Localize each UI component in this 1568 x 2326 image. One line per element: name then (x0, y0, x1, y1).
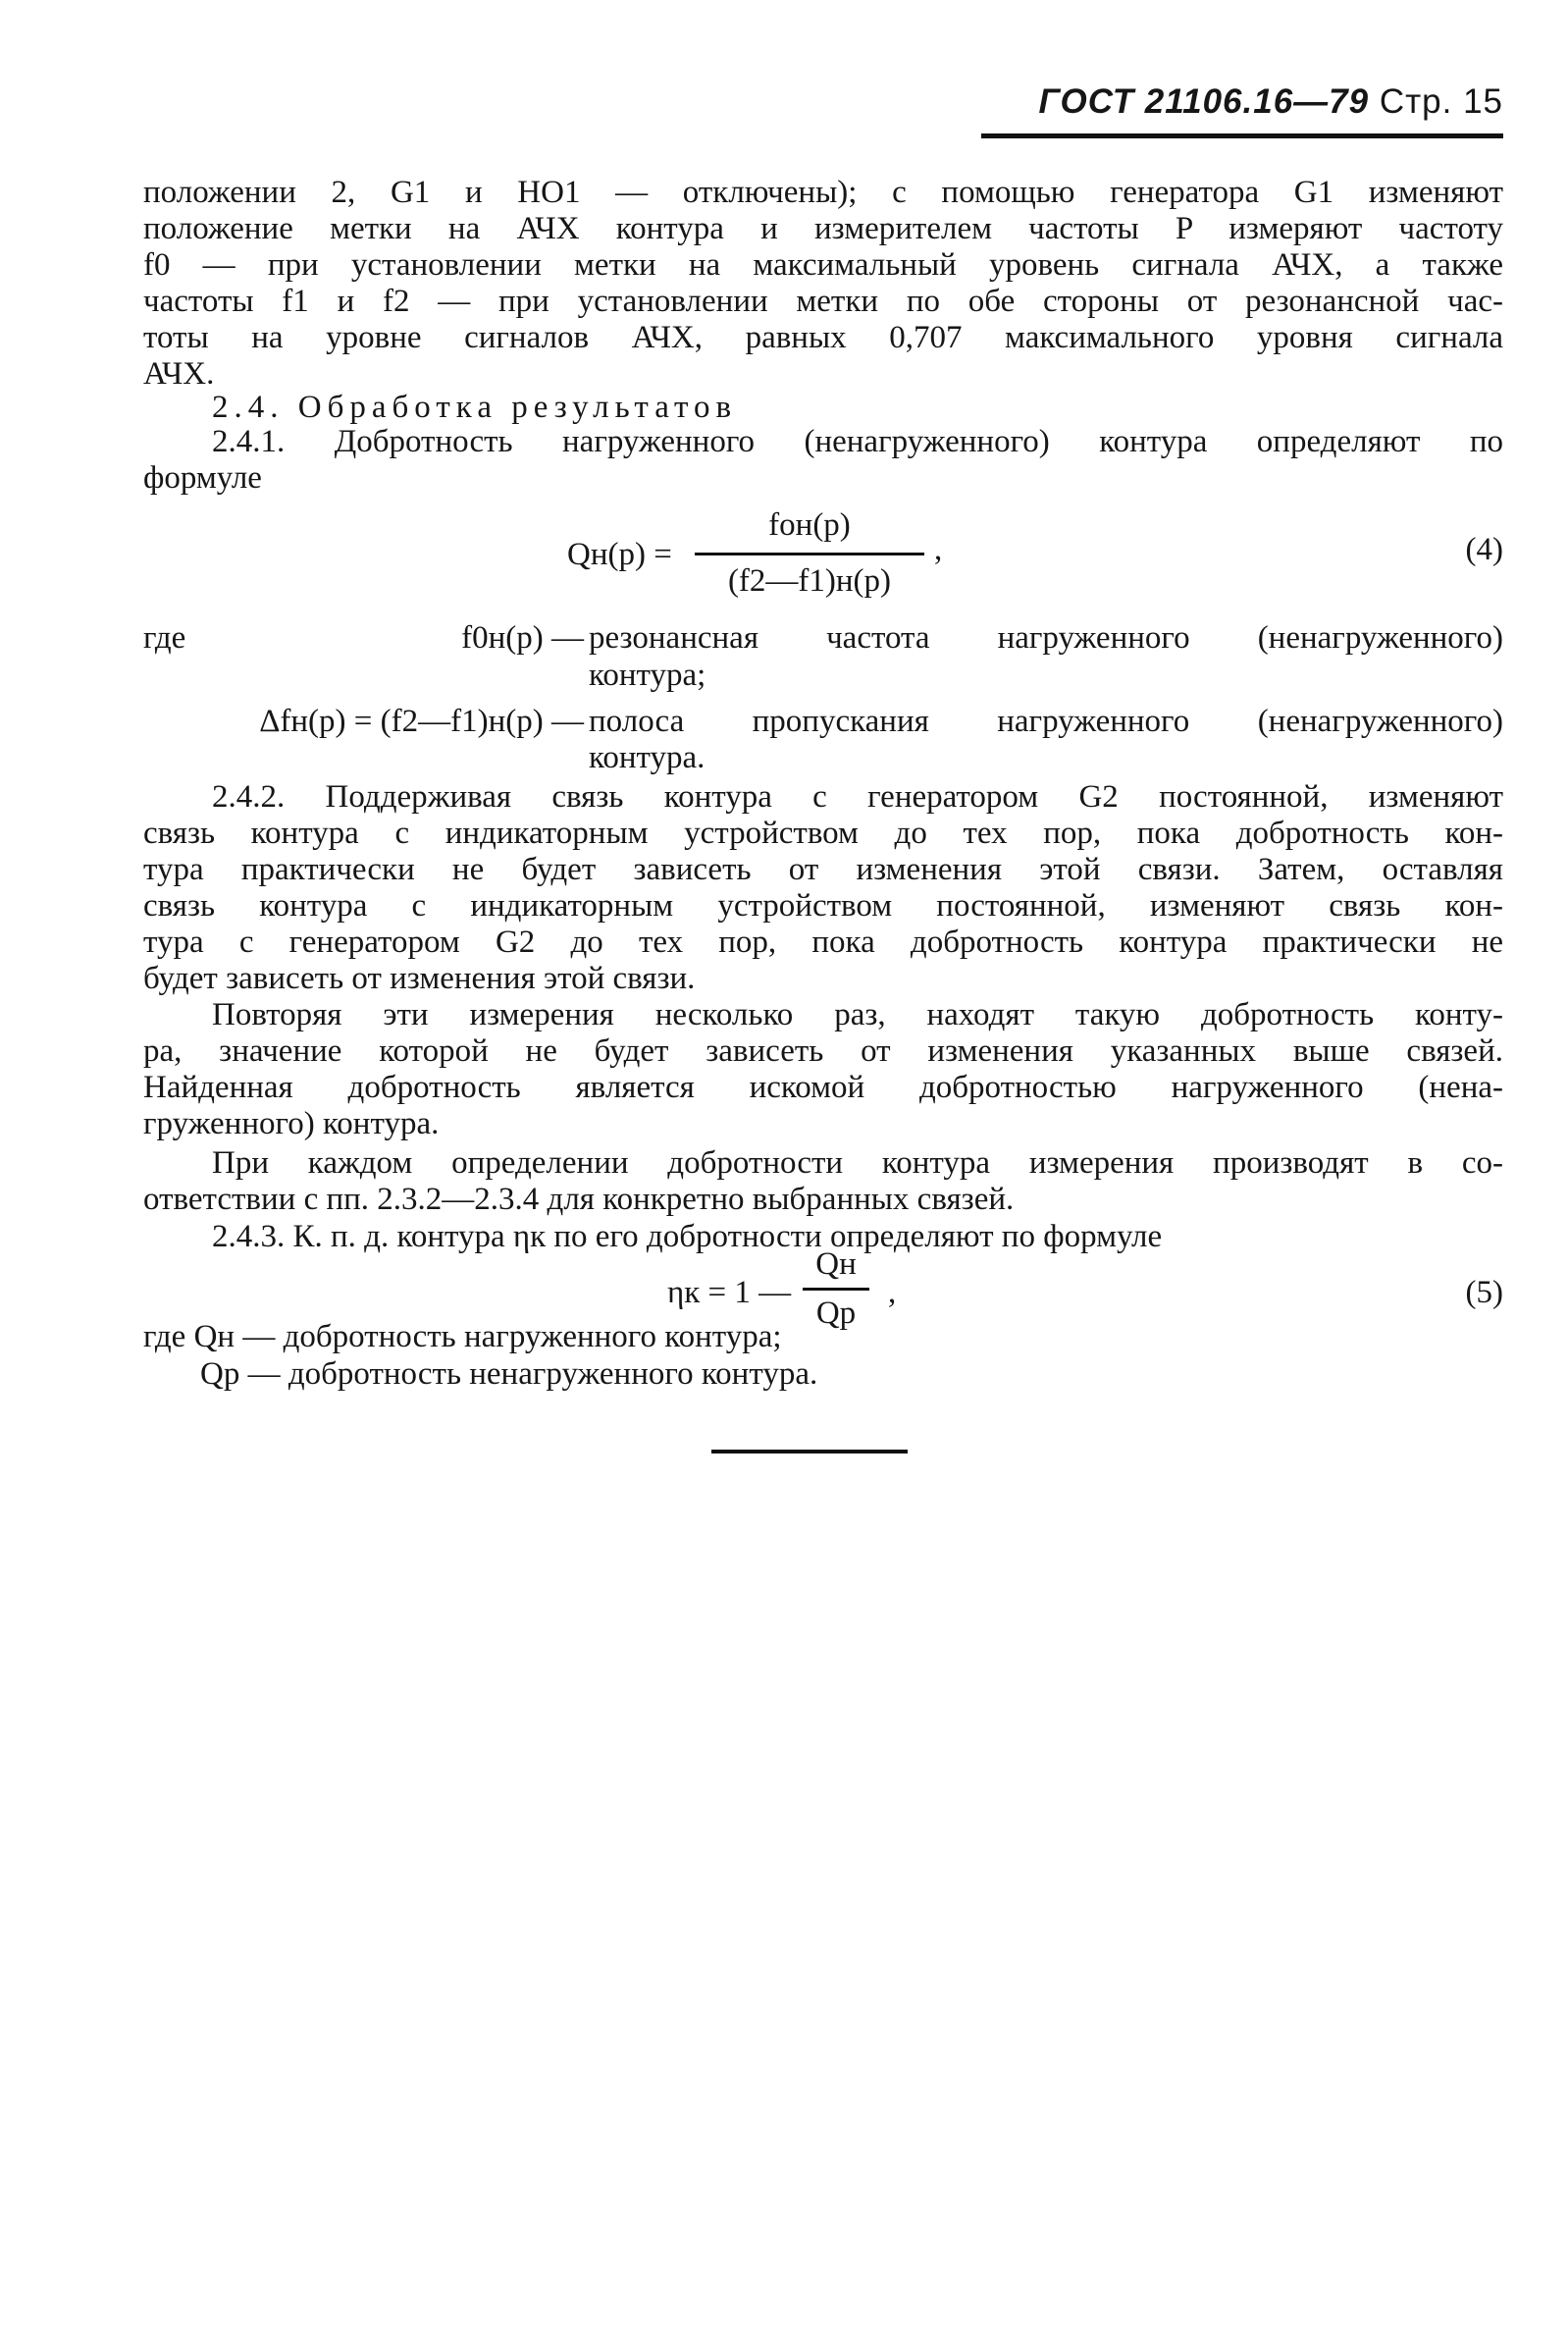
formula-5-number: (5) (1465, 1275, 1503, 1310)
formula-5-denominator: Qр (815, 1295, 857, 1331)
header-rule (981, 133, 1503, 138)
text-line: Повторяя эти измерения несколько раз, находят такую добротность конту- (212, 997, 1503, 1032)
formula-5-comma: , (888, 1275, 897, 1310)
def-line: Qр — добротность ненагруженного контура. (200, 1356, 818, 1392)
def-text: контура; (589, 658, 706, 693)
text-line: Найденная добротность является искомой добротностью нагруженного (нена- (143, 1070, 1503, 1105)
formula-5-fraction-bar (803, 1288, 869, 1291)
text-line: 2.4.2. Поддерживая связь контура с генератором G2 постоянной, изменяют (212, 779, 1503, 815)
end-rule (711, 1450, 908, 1454)
formula-4-numerator: fон(р) (768, 507, 851, 543)
doc-code: ГОСТ 21106.16—79 (1038, 82, 1370, 121)
page-label: Стр. 15 (1379, 82, 1503, 121)
formula-5-lhs: ηк = 1 — (667, 1275, 792, 1310)
text-line: частоты f1 и f2 — при установлении метки по обе стороны от резонансной час- (143, 284, 1503, 319)
text-line: формуле (143, 460, 262, 496)
text-line: ответствии с пп. 2.3.2—2.3.4 для конкретно выбранных связей. (143, 1182, 1015, 1217)
where-label: где (143, 620, 186, 656)
def-text: резонансная частота нагруженного (ненагруженного) (589, 620, 1503, 656)
text-line: тура с генератором G2 до тех пор, пока добротность контура практически не (143, 925, 1503, 960)
text-line: При каждом определении добротности контура измерения производят в со- (212, 1145, 1503, 1181)
formula-4-fraction-bar (695, 553, 924, 555)
formula-4-comma: , (934, 532, 943, 567)
page-header (981, 82, 1503, 130)
formula-4-denominator: (f2—f1)н(р) (727, 563, 892, 599)
text-line: положении 2, G1 и HO1 — отключены); с помощью генератора G1 изменяют (143, 175, 1503, 210)
text-line: ра, значение которой не будет зависеть от изменения указанных выше связей. (143, 1033, 1503, 1069)
text-line: 2.4.3. К. п. д. контура ηк по его добротности определяют по формуле (212, 1219, 1163, 1254)
def-text: полоса пропускания нагруженного (ненагруженного) (589, 704, 1503, 739)
text-line: АЧХ. (143, 356, 215, 392)
formula-4-number: (4) (1465, 532, 1503, 567)
text-line: положение метки на АЧХ контура и измерителем частоты P измеряют частоту (143, 211, 1503, 246)
text-line: 2.4.1. Добротность нагруженного (ненагруженного) контура определяют по (212, 424, 1503, 459)
text-line: будет зависеть от изменения этой связи. (143, 961, 696, 996)
def-symbol-f0: f0н(р) — (461, 620, 584, 656)
text-line: связь контура с индикаторным устройством до тех пор, пока добротность кон- (143, 816, 1503, 851)
def-symbol-delta-f: Δfн(р) = (f2—f1)н(р) — (259, 704, 584, 739)
text-line: связь контура с индикаторным устройством постоянной, изменяют связь кон- (143, 888, 1503, 924)
def-text: контура. (589, 740, 706, 775)
text-line: тоты на уровне сигналов АЧХ, равных 0,707 максимального уровня сигнала (143, 320, 1503, 355)
def-line: где Qн — добротность нагруженного контура; (143, 1319, 782, 1354)
text-line: груженного) контура. (143, 1106, 440, 1141)
text-line: f0 — при установлении метки на максимальный уровень сигнала АЧХ, а также (143, 247, 1503, 283)
formula-4-lhs: Qн(р) = (567, 537, 672, 572)
formula-5-numerator: Qн (815, 1246, 857, 1282)
text-line: тура практически не будет зависеть от изменения этой связи. Затем, оставляя (143, 852, 1503, 887)
section-heading: 2.4. Обработка результатов (212, 390, 738, 425)
